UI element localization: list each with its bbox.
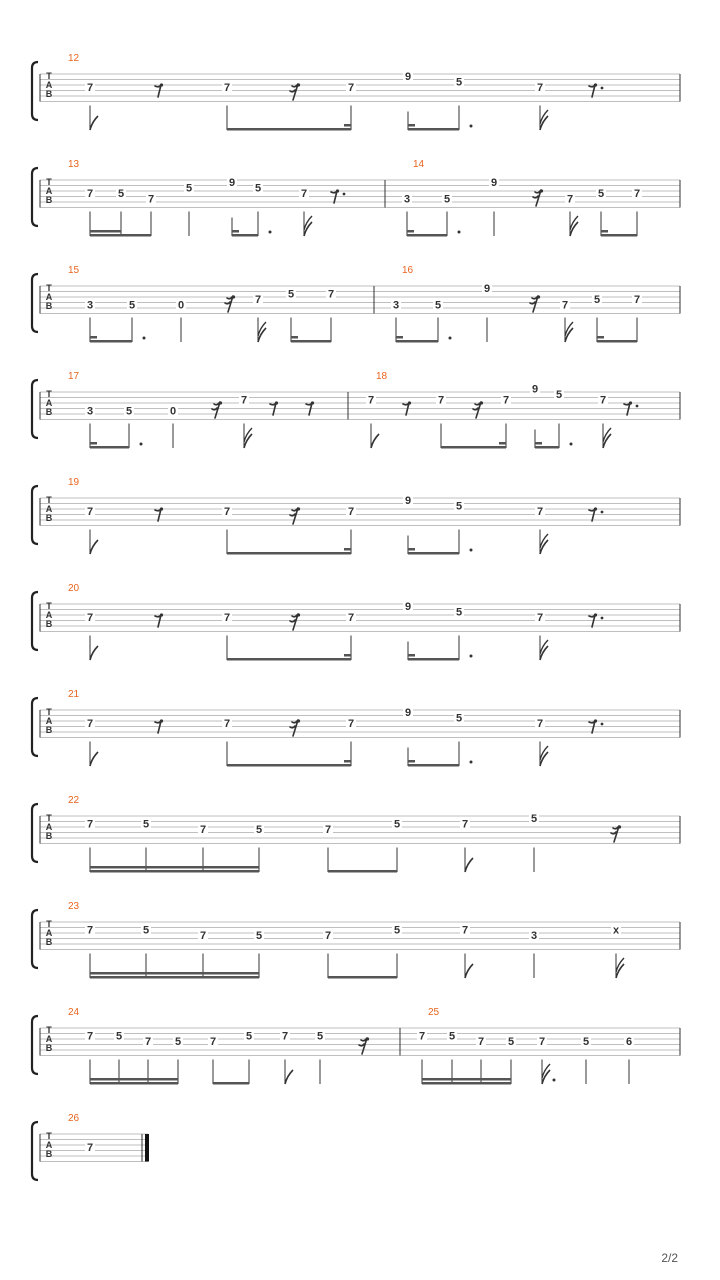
beam-partial	[232, 230, 239, 233]
fret-number: 7	[300, 188, 308, 200]
rest-sixteenth	[533, 189, 543, 206]
beam-partial	[408, 124, 415, 127]
fret-number: 7	[281, 1030, 289, 1043]
fret-number: 5	[455, 500, 463, 513]
rest-glyph	[212, 402, 220, 418]
beam-partial	[396, 336, 403, 339]
rest-head	[480, 401, 483, 404]
fret-number: 5	[507, 1036, 515, 1048]
measure-number: 20	[68, 583, 80, 594]
fret-number: 7	[86, 1030, 94, 1043]
note-flag	[244, 434, 252, 448]
beam	[328, 870, 397, 873]
measure-number: 17	[68, 371, 80, 382]
tab-clef-letter: B	[45, 619, 53, 629]
tab-clef-letter: T	[46, 919, 52, 929]
fret-number: 5	[316, 1030, 324, 1043]
system-brace	[32, 380, 38, 438]
fret-number: 7	[144, 1036, 152, 1048]
beam-partial	[344, 124, 351, 127]
fret-number: 7	[477, 1036, 485, 1048]
rest-head	[594, 719, 597, 722]
beam-partial	[90, 442, 97, 445]
rest-head	[537, 295, 540, 298]
fret-number: 6	[625, 1036, 633, 1048]
note-flag	[90, 752, 98, 766]
beam	[90, 976, 259, 979]
beam	[291, 340, 331, 343]
beam	[227, 764, 351, 767]
beam-secondary	[90, 1078, 178, 1081]
rest-head	[297, 83, 300, 86]
rest-head	[408, 401, 411, 404]
beam-partial	[344, 654, 351, 657]
beam	[213, 1082, 249, 1085]
rest-head	[232, 295, 235, 298]
fret-number: 7	[209, 1036, 217, 1048]
fret-number: 7	[86, 718, 94, 730]
rest-head	[160, 507, 163, 510]
fret-number: 3	[403, 193, 411, 206]
beam	[441, 446, 506, 449]
measure-number: 23	[68, 901, 80, 912]
tab-clef-letter: B	[45, 407, 53, 417]
rest-head	[219, 401, 222, 404]
tab-clef-letter: A	[45, 398, 53, 408]
rest-glyph	[589, 721, 595, 733]
fret-number: 5	[530, 813, 538, 825]
rest-sixteenth	[290, 613, 300, 630]
tab-clef-letter: T	[46, 813, 52, 823]
rest-sixteenth	[290, 83, 300, 100]
tab-clef-letter: B	[45, 195, 53, 205]
beam	[328, 976, 397, 979]
fret-number: 7	[461, 818, 469, 831]
fret-number: 7	[223, 718, 231, 730]
beam-partial	[344, 548, 351, 551]
beam-partial	[535, 442, 542, 445]
rhythm-dot	[458, 231, 461, 234]
fret-number: 5	[128, 299, 136, 312]
rest-head	[297, 613, 300, 616]
rest-head	[618, 825, 621, 828]
tab-clef-letter: T	[46, 495, 52, 505]
fret-number: 7	[86, 506, 94, 518]
tab-clef-letter: T	[46, 177, 52, 187]
system-brace	[32, 910, 38, 968]
rest-glyph	[290, 614, 298, 630]
beam	[408, 658, 459, 661]
note-flag	[371, 434, 379, 448]
rest-glyph	[290, 508, 298, 524]
note-flag	[258, 328, 266, 342]
measure-number: 24	[68, 1007, 80, 1018]
rest-head	[594, 507, 597, 510]
fret-number: 7	[536, 718, 544, 730]
system-brace	[32, 62, 38, 120]
tab-clef-letter: A	[45, 822, 53, 832]
fret-number: 7	[86, 82, 94, 94]
fret-number: 7	[327, 288, 335, 301]
rest-glyph	[533, 190, 541, 206]
fret-number: 7	[561, 299, 569, 312]
rest-head	[366, 1037, 369, 1040]
rest-glyph	[331, 191, 337, 203]
rest-head	[297, 507, 300, 510]
rest-head	[594, 613, 597, 616]
beam	[408, 128, 459, 131]
rest-head	[160, 613, 163, 616]
beam	[227, 128, 351, 131]
beam	[407, 234, 447, 237]
beam-partial	[601, 230, 608, 233]
fret-number: 7	[223, 612, 231, 624]
tab-clef-letter: A	[45, 716, 53, 726]
page-number: 2/2	[661, 1251, 678, 1265]
note-flag	[90, 540, 98, 554]
tab-clef-letter: A	[45, 292, 53, 302]
tab-clef-letter: T	[46, 1131, 52, 1141]
rhythm-dot	[470, 761, 473, 764]
measure-number: 19	[68, 477, 80, 488]
beam-secondary	[422, 1078, 511, 1081]
beam-partial	[597, 336, 604, 339]
measure-number: 26	[68, 1113, 80, 1124]
fret-number: 7	[633, 188, 641, 200]
rest-sixteenth	[290, 507, 300, 524]
fret-number: 9	[404, 71, 412, 83]
fret-number: 9	[404, 707, 412, 719]
fret-number: 5	[393, 818, 401, 831]
beam	[90, 234, 151, 237]
rest-dot	[601, 617, 604, 620]
tab-clef-letter: B	[45, 301, 53, 311]
note-flag	[540, 646, 548, 660]
rhythm-dot	[140, 443, 143, 446]
rest-dot	[601, 723, 604, 726]
fret-number: 7	[633, 294, 641, 306]
beam	[90, 870, 259, 873]
system-brace	[32, 168, 38, 226]
tab-clef-letter: A	[45, 80, 53, 90]
beam-partial	[407, 230, 414, 233]
rest-glyph	[155, 85, 161, 97]
note-flag	[542, 1070, 550, 1084]
tab-clef-letter: T	[46, 601, 52, 611]
note-flag	[465, 858, 473, 872]
fret-number: 7	[86, 1142, 94, 1154]
rest-head	[160, 719, 163, 722]
rest-head	[311, 401, 314, 404]
measure-number: 12	[68, 53, 80, 64]
fret-number: 7	[536, 506, 544, 518]
beam-partial	[291, 336, 298, 339]
rest-glyph	[624, 403, 630, 415]
fret-number: 3	[530, 930, 538, 942]
rest-glyph	[290, 84, 298, 100]
measure-number: 15	[68, 265, 80, 276]
rest-glyph	[589, 509, 595, 521]
fret-number: 5	[593, 294, 601, 306]
note-flag	[540, 116, 548, 130]
rest-sixteenth	[359, 1037, 369, 1054]
beam-partial	[408, 548, 415, 551]
rhythm-dot	[269, 231, 272, 234]
fret-number: 7	[324, 930, 332, 942]
fret-number: 7	[566, 193, 574, 206]
rest-glyph	[155, 615, 161, 627]
tab-clef-letter: B	[45, 89, 53, 99]
tab-clef-letter: B	[45, 1043, 53, 1053]
fret-number: 7	[367, 394, 375, 407]
system-brace	[32, 804, 38, 862]
beam-secondary	[90, 866, 259, 869]
fret-number: 7	[461, 924, 469, 937]
fret-number: 5	[254, 182, 262, 195]
fret-number: 5	[455, 606, 463, 619]
rhythm-dot	[470, 549, 473, 552]
tab-clef-letter: B	[45, 831, 53, 841]
tab-clef-letter: T	[46, 707, 52, 717]
fret-number: 7	[86, 924, 94, 937]
fret-number: 5	[448, 1030, 456, 1043]
rest-glyph	[306, 403, 312, 415]
rest-glyph	[530, 296, 538, 312]
beam-partial	[499, 442, 506, 445]
fret-number: 5	[245, 1030, 253, 1043]
fret-number: 7	[324, 824, 332, 836]
rest-glyph	[589, 85, 595, 97]
note-flag	[90, 116, 98, 130]
rest-sixteenth	[290, 719, 300, 736]
fret-number: 5	[582, 1036, 590, 1048]
rest-glyph	[589, 615, 595, 627]
rest-glyph	[403, 403, 409, 415]
tab-clef-letter: A	[45, 610, 53, 620]
fret-number: 9	[490, 177, 498, 189]
beam-partial	[408, 760, 415, 763]
beam	[232, 234, 258, 237]
tab-clef-letter: A	[45, 504, 53, 514]
fret-number: 5	[455, 76, 463, 89]
fret-number: 3	[86, 299, 94, 312]
fret-number: 7	[536, 612, 544, 624]
fret-number: 5	[125, 405, 133, 418]
measure-number: 18	[376, 371, 388, 382]
rest-glyph	[290, 720, 298, 736]
system-brace	[32, 698, 38, 756]
rhythm-dot	[470, 655, 473, 658]
beam	[422, 1082, 511, 1085]
dead-note: x	[612, 924, 620, 937]
beam-partial	[408, 654, 415, 657]
tab-clef-letter: A	[45, 1034, 53, 1044]
beam-secondary	[90, 230, 121, 233]
fret-number: 5	[174, 1036, 182, 1048]
rest-glyph	[155, 721, 161, 733]
final-barline-thick	[145, 1134, 149, 1162]
fret-number: 0	[169, 405, 177, 418]
fret-number: 7	[86, 612, 94, 624]
rhythm-dot	[143, 337, 146, 340]
beam	[597, 340, 637, 343]
system-brace	[32, 1016, 38, 1074]
fret-number: 9	[228, 177, 236, 189]
rest-head	[275, 401, 278, 404]
rest-head	[594, 83, 597, 86]
rest-glyph	[225, 296, 233, 312]
beam-secondary	[90, 972, 259, 975]
rest-sixteenth	[212, 401, 222, 418]
fret-number: 9	[404, 495, 412, 507]
tab-clef-letter: A	[45, 186, 53, 196]
note-flag	[285, 1070, 293, 1084]
fret-number: 7	[147, 193, 155, 206]
fret-number: 5	[185, 182, 193, 195]
tab-clef-letter: B	[45, 1149, 53, 1159]
fret-number: 5	[142, 924, 150, 937]
system-brace	[32, 486, 38, 544]
fret-number: 0	[177, 299, 185, 312]
tab-clef-letter: B	[45, 937, 53, 947]
tab-clef-letter: A	[45, 1140, 53, 1150]
fret-number: 5	[443, 193, 451, 206]
rest-dot	[601, 87, 604, 90]
fret-number: 7	[223, 506, 231, 518]
note-flag	[465, 964, 473, 978]
fret-number: 9	[404, 601, 412, 613]
beam-partial	[344, 760, 351, 763]
note-flag	[616, 964, 624, 978]
fret-number: 7	[599, 394, 607, 407]
note-flag	[90, 646, 98, 660]
tab-clef-letter: T	[46, 283, 52, 293]
beam	[408, 552, 459, 555]
fret-number: 5	[255, 824, 263, 836]
fret-number: 7	[347, 612, 355, 624]
beam	[90, 446, 129, 449]
note-flag	[540, 540, 548, 554]
tab-clef-letter: B	[45, 725, 53, 735]
measure-number: 21	[68, 689, 80, 700]
beam	[90, 1082, 178, 1085]
rest-sixteenth	[530, 295, 540, 312]
fret-number: 7	[502, 394, 510, 407]
fret-number: 7	[347, 506, 355, 518]
rest-glyph	[359, 1038, 367, 1054]
beam	[227, 552, 351, 555]
fret-number: 7	[418, 1030, 426, 1043]
measure-number: 14	[413, 159, 425, 170]
measure-number: 25	[428, 1007, 440, 1018]
beam-partial	[90, 336, 97, 339]
fret-number: 7	[86, 188, 94, 200]
fret-number: 5	[142, 818, 150, 831]
rest-dot	[601, 511, 604, 514]
fret-number: 7	[347, 718, 355, 730]
beam	[396, 340, 438, 343]
rhythm-dot	[470, 125, 473, 128]
rest-head	[297, 719, 300, 722]
rest-sixteenth	[225, 295, 235, 312]
system-brace	[32, 592, 38, 650]
beam	[535, 446, 559, 449]
fret-number: 5	[597, 188, 605, 200]
note-flag	[304, 222, 312, 236]
rhythm-dot	[553, 1079, 556, 1082]
beam	[90, 340, 132, 343]
fret-number: 7	[223, 82, 231, 94]
fret-number: 5	[117, 188, 125, 200]
note-flag	[603, 434, 611, 448]
fret-number: 9	[483, 283, 491, 295]
rest-glyph	[611, 826, 619, 842]
fret-number: 5	[434, 299, 442, 312]
fret-number: 7	[199, 930, 207, 942]
fret-number: 5	[115, 1030, 123, 1043]
fret-number: 3	[392, 299, 400, 312]
rest-glyph	[270, 403, 276, 415]
rest-dot	[636, 405, 639, 408]
note-flag	[540, 752, 548, 766]
beam	[601, 234, 637, 237]
rest-glyph	[473, 402, 481, 418]
beam	[227, 658, 351, 661]
note-flag	[570, 222, 578, 236]
system-brace	[32, 1122, 38, 1180]
fret-number: 5	[255, 930, 263, 942]
rest-sixteenth	[611, 825, 621, 842]
measure-number: 22	[68, 795, 80, 806]
tab-clef-letter: T	[46, 389, 52, 399]
fret-number: 5	[455, 712, 463, 725]
fret-number: 3	[86, 405, 94, 418]
measure-number: 13	[68, 159, 80, 170]
rest-head	[336, 189, 339, 192]
measure-number: 16	[402, 265, 414, 276]
rest-dot	[343, 193, 346, 196]
rhythm-dot	[570, 443, 573, 446]
fret-number: 7	[538, 1036, 546, 1048]
fret-number: 5	[555, 389, 563, 401]
rest-head	[540, 189, 543, 192]
fret-number: 7	[437, 394, 445, 407]
note-flag	[565, 328, 573, 342]
fret-number: 7	[86, 818, 94, 831]
tab-clef-letter: T	[46, 1025, 52, 1035]
fret-number: 7	[347, 82, 355, 94]
rest-head	[629, 401, 632, 404]
beam	[408, 764, 459, 767]
fret-number: 9	[531, 383, 539, 396]
tab-clef-letter: A	[45, 928, 53, 938]
fret-number: 7	[536, 82, 544, 94]
system-brace	[32, 274, 38, 332]
fret-number: 7	[254, 294, 262, 306]
fret-number: 7	[240, 394, 248, 407]
rest-glyph	[155, 509, 161, 521]
rest-head	[160, 83, 163, 86]
rhythm-dot	[449, 337, 452, 340]
fret-number: 5	[287, 288, 295, 301]
fret-number: 5	[393, 924, 401, 937]
rest-sixteenth	[473, 401, 483, 418]
tab-clef-letter: T	[46, 71, 52, 81]
tab-clef-letter: B	[45, 513, 53, 523]
fret-number: 7	[199, 824, 207, 836]
